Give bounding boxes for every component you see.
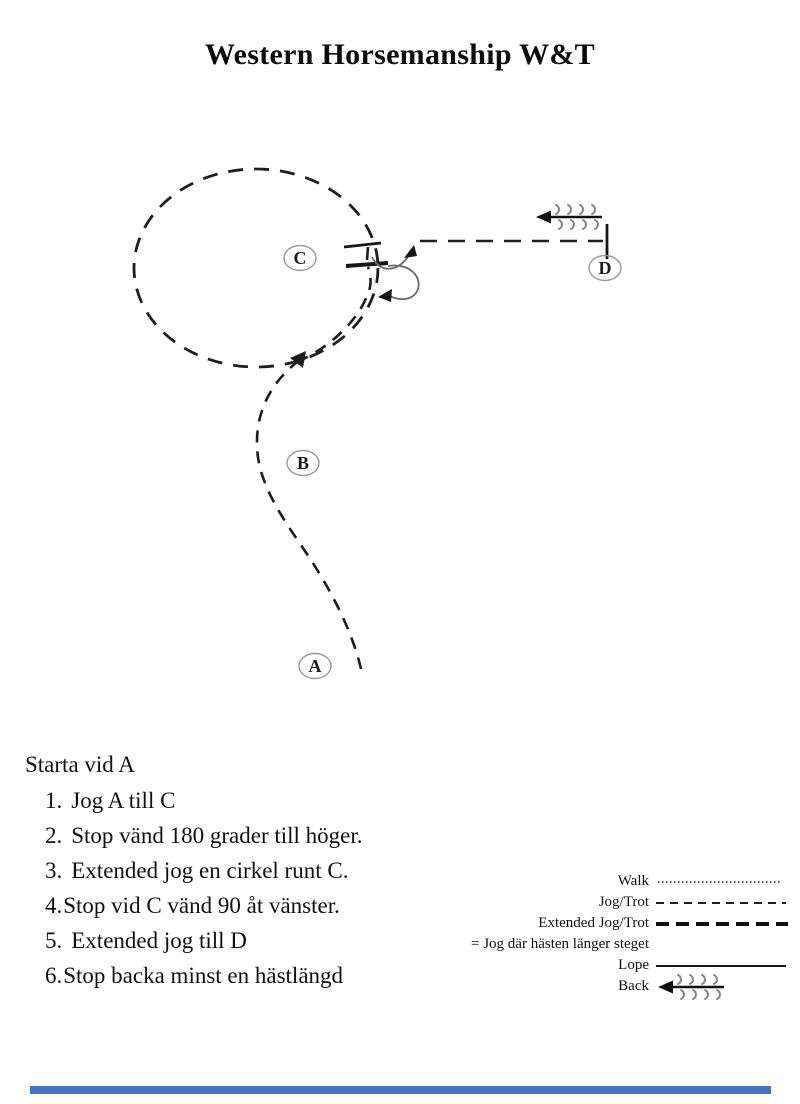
instruction-number: 5. (45, 928, 63, 953)
jog-line-sample (656, 902, 786, 904)
legend-row-extended-jog (452, 913, 788, 934)
instruction-item (25, 853, 363, 888)
marker-d-label: D (598, 258, 612, 278)
instruction-item (25, 888, 363, 923)
lope-line-sample (656, 965, 786, 967)
legend-label: Back (618, 978, 649, 994)
instruction-number: 3. (45, 858, 63, 883)
footer-accent-bar (30, 1086, 771, 1094)
instruction-item (25, 818, 363, 853)
instruction-text: Stop vid C vänd 90 åt vänster. (63, 893, 340, 918)
instruction-number: 1. (45, 788, 63, 813)
marker-a (299, 654, 331, 679)
walk-line-sample (658, 881, 782, 883)
legend-label: Walk (617, 873, 649, 889)
legend-row-jog (452, 892, 788, 913)
marker-c-label: C (293, 248, 307, 268)
marker-d (589, 256, 621, 281)
instruction-text: Jog A till C (71, 788, 176, 813)
legend-label: Jog/Trot (598, 894, 649, 910)
instruction-item (25, 958, 363, 993)
path-approach-stop (297, 267, 371, 362)
instruction-item (25, 783, 363, 818)
circle-around-c (134, 169, 378, 367)
instruction-text: Stop vänd 180 grader till höger. (71, 823, 363, 848)
instruction-number: 2. (45, 823, 63, 848)
legend-note: = Jog där hästen länger steget (471, 936, 649, 952)
instruction-text: Extended jog en cirkel runt C. (71, 858, 349, 883)
legend-row-back (452, 976, 788, 997)
back-symbol-sample (656, 973, 734, 1001)
stop-bar-lower (346, 263, 388, 266)
extended-jog-line-sample (656, 922, 788, 926)
marker-b (287, 451, 319, 476)
marker-c (284, 246, 316, 271)
marker-a-label: A (308, 656, 322, 676)
legend-row-extended-jog-note (452, 934, 788, 955)
instruction-number: 4. (45, 893, 63, 918)
instructions-block (25, 747, 363, 993)
marker-b-label: B (296, 453, 310, 473)
turn-180-arrowhead (378, 289, 392, 302)
gait-legend (452, 871, 788, 997)
turn-90-arrowhead (404, 245, 417, 258)
path-between-bars (367, 247, 368, 260)
legend-label: Lope (618, 957, 649, 973)
path-a-to-c (257, 362, 361, 669)
instructions-intro: Starta vid A (25, 752, 135, 777)
stop-bar-upper (344, 243, 381, 247)
page-title: Western Horsemanship W&T (205, 38, 595, 71)
instruction-text: Extended jog till D (71, 928, 247, 953)
legend-row-walk (452, 871, 788, 892)
legend-label: Extended Jog/Trot (538, 915, 649, 931)
instruction-item (25, 923, 363, 958)
back-symbol-at-d (536, 205, 602, 229)
instruction-text: Stop backa minst en hästlängd (63, 963, 344, 988)
instruction-number: 6. (45, 963, 63, 988)
